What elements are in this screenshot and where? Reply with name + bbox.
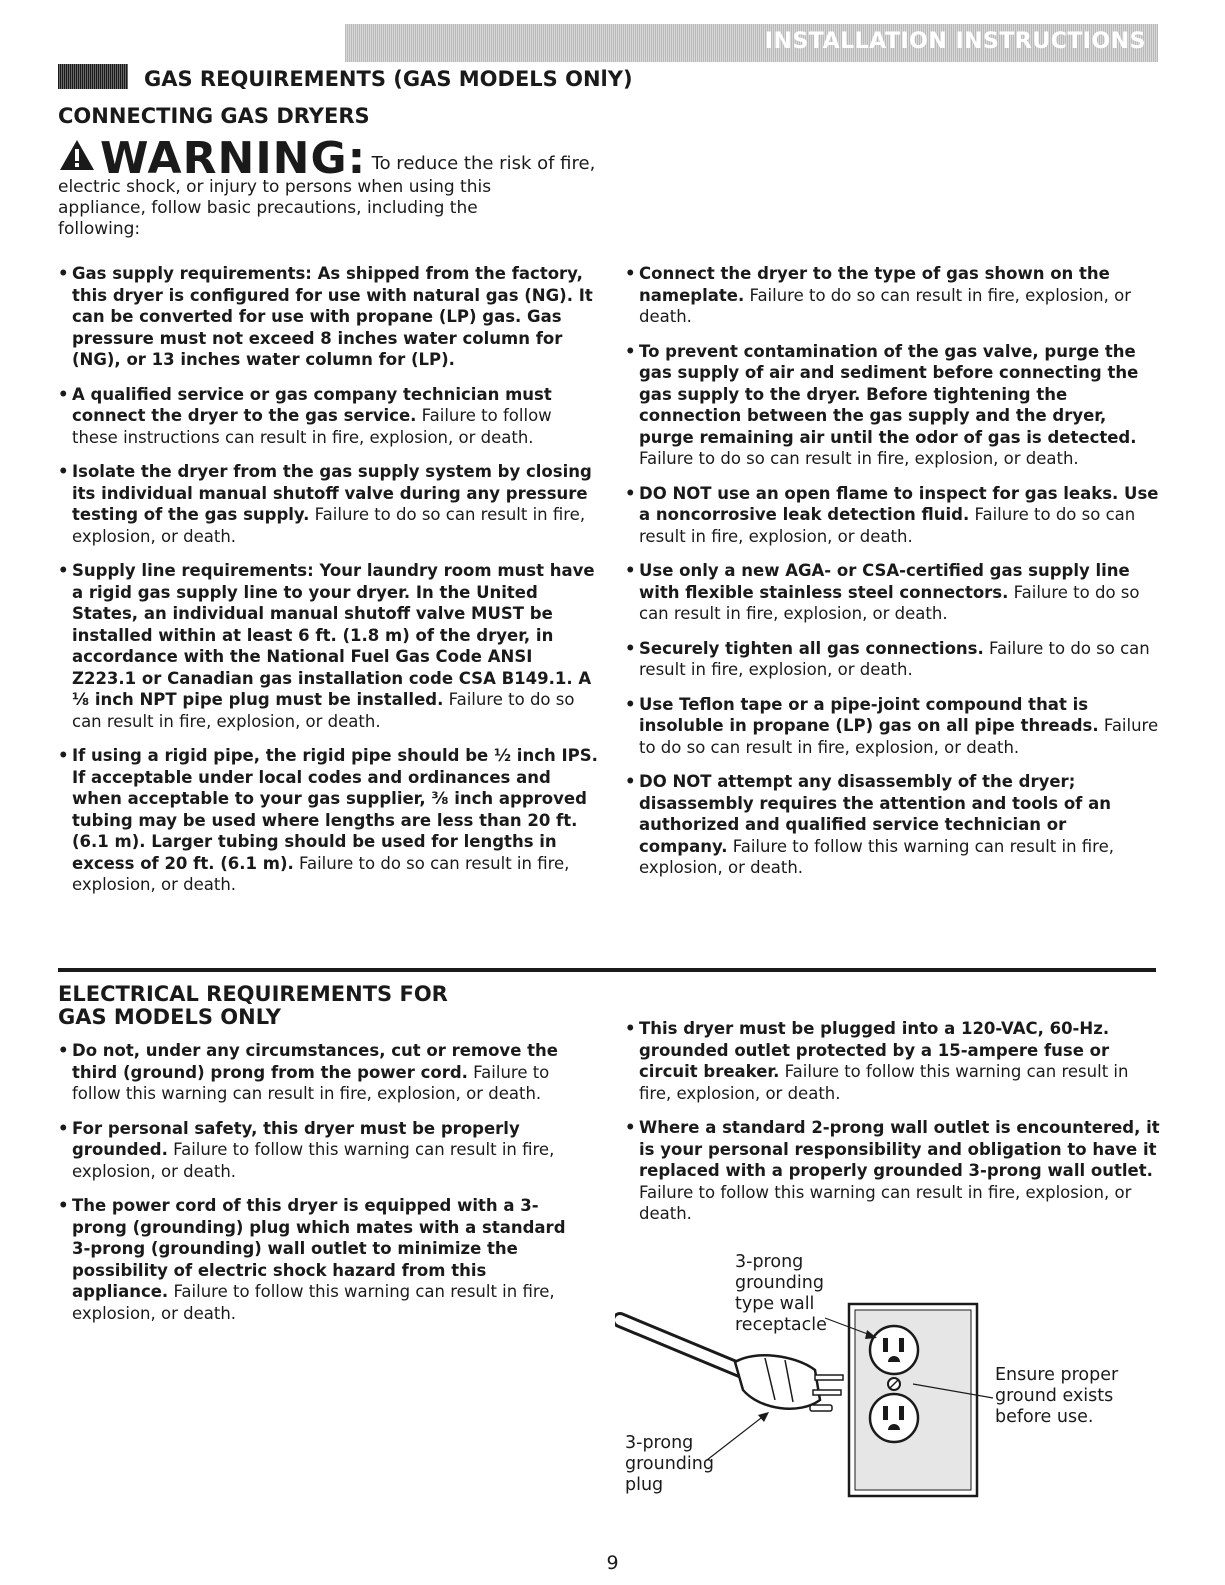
bullet-bold-text: The power cord of this dryer is equipped with a 3-prong (grounding) plug which mates with a standard 3-prong (grounding) wall outlet to minimize the possibility of electric shock hazard from this appliance. <box>72 1196 566 1301</box>
bullet-bold-text: Isolate the dryer from the gas supply system by closing its individual manual shutoff valve during any pressure testing of the gas supply. <box>72 462 592 524</box>
bullet-item <box>625 1018 1160 1104</box>
bullet-item <box>625 638 1160 681</box>
electrical-requirements-heading <box>58 983 448 1029</box>
bullet-item <box>625 560 1160 625</box>
bullet-normal-text: Failure to do so can result in fire, explosion, or death. <box>639 285 1131 326</box>
bullet-bold-text: This dryer must be plugged into a 120-VAC, 60-Hz. grounded outlet protected by a 15-ampere fuse or circuit breaker. <box>639 1019 1110 1081</box>
bullet-bold-text: To prevent contamination of the gas valve, purge the gas supply of air and sediment before connecting the gas supply to the dryer. Before tightening the connection between the gas supply and the dryer, purge remaining air until the odor of gas is detected. <box>639 341 1139 447</box>
bullet-normal-text: Failure to do so can result in fire, explosion, or death. <box>72 853 570 894</box>
page-number: 9 <box>606 1552 619 1574</box>
bullet-normal-text: Failure to do so can result in fire, explosion, or death. <box>639 449 1079 468</box>
bullet-normal-text: Failure to do so can result in fire, explosion, or death. <box>639 716 1159 757</box>
bullet-item <box>625 341 1160 470</box>
bullet-bold-text: A qualified service or gas company technician must connect the dryer to the gas service. <box>72 384 552 425</box>
bullet-bold-text: DO NOT use an open flame to inspect for gas leaks. Use a noncorrosive leak detection fluid. <box>639 483 1159 524</box>
bullet-bold-text: Gas supply requirements: As shipped from the factory, this dryer is configured for use with natural gas (NG). It can be converted for use with propane (LP) gas. Gas pressure must not exceed 8 inches water column for (NG), or 13 inches water column for (LP). <box>72 264 593 369</box>
warning-intro-lead: To reduce the risk of fire, <box>371 153 596 174</box>
bullet-normal-text: Failure to do so can result in fire, explosion, or death. <box>72 505 586 546</box>
bullet-item <box>58 1195 588 1324</box>
bullet-item <box>625 694 1160 759</box>
warning-block <box>58 133 598 240</box>
bullet-item <box>58 461 598 547</box>
bullet-bold-text: If using a rigid pipe, the rigid pipe should be ½ inch IPS. If acceptable under local codes and ordinances and when acceptable to your gas supplier, ⅜ inch approved tubing may be used where lengths are less than 20 ft. (6.1 m). Larger tubing should be used for lengths in excess of 20 ft. (6.1 m). <box>72 746 598 873</box>
bullet-bold-text: For personal safety, this dryer must be properly grounded. <box>72 1118 520 1159</box>
gas-right-bullets <box>625 263 1160 892</box>
receptacle-label: 3-prong grounding type wall receptacle <box>735 1252 827 1335</box>
bullet-item <box>58 1040 588 1105</box>
electrical-right-bullets <box>625 1018 1160 1238</box>
bullet-normal-text: Failure to do so can result in fire, explosion, or death. <box>639 505 1136 546</box>
bullet-item <box>58 263 598 371</box>
warning-word: WARNING: <box>100 133 367 184</box>
electrical-title-line1: ELECTRICAL REQUIREMENTS FOR <box>58 982 448 1006</box>
bullet-normal-text: Failure to do so can result in fire, explosion, or death. <box>639 582 1140 623</box>
bullet-item <box>625 263 1160 328</box>
gas-requirements-heading <box>58 64 633 91</box>
electrical-left-bullets <box>58 1040 588 1337</box>
bullet-bold-text: Use only a new AGA- or CSA-certified gas supply line with flexible stainless steel connectors. <box>639 561 1130 602</box>
bullet-bold-text: Do not, under any circumstances, cut or remove the third (ground) prong from the power cord. <box>72 1041 558 1082</box>
bullet-item <box>625 1117 1160 1225</box>
bullet-item <box>58 384 598 449</box>
plug-label: 3-prong grounding plug <box>625 1433 714 1495</box>
electrical-title-line2: GAS MODELS ONLY <box>58 1005 282 1029</box>
bullet-normal-text: Failure to follow this warning can result in fire, explosion, or death. <box>72 1062 550 1103</box>
bullet-normal-text: Failure to follow this warning can result in fire, explosion, or death. <box>72 1282 555 1323</box>
bullet-normal-text: Failure to do so can result in fire, explosion, or death. <box>639 638 1150 679</box>
bullet-normal-text: Failure to follow these instructions can result in fire, explosion, or death. <box>72 406 552 447</box>
gas-left-bullets <box>58 263 598 909</box>
bullet-bold-text: DO NOT attempt any disassembly of the dryer; disassembly requires the attention and tools of an authorized and qualified service technician or company. <box>639 772 1111 856</box>
bullet-normal-text: Failure to follow this warning can result in fire, explosion, or death. <box>639 1182 1132 1223</box>
heading-marker <box>58 64 128 89</box>
bullet-normal-text: Failure to follow this warning can result in fire, explosion, or death. <box>72 1140 555 1181</box>
bullet-normal-text: Failure to follow this warning can result in fire, explosion, or death. <box>639 1062 1129 1103</box>
bullet-item <box>58 1118 588 1183</box>
banner-title: INSTALLATION INSTRUCTIONS <box>764 29 1146 54</box>
ground-label: Ensure proper ground exists before use. <box>995 1365 1119 1427</box>
bullet-bold-text: Use Teflon tape or a pipe-joint compound that is insoluble in propane (LP) gas on all pipe threads. <box>639 694 1099 735</box>
bullet-item <box>625 771 1160 879</box>
section-banner <box>345 24 1158 62</box>
gas-requirements-title: GAS REQUIREMENTS (GAS MODELS ONlY) <box>144 67 633 91</box>
bullet-normal-text: Failure to follow this warning can result in fire, explosion, or death. <box>639 836 1114 877</box>
bullet-bold-text: Securely tighten all gas connections. <box>639 638 984 658</box>
warning-intro-text: electric shock, or injury to persons when using this appliance, follow basic precautions, including the following: <box>58 177 492 239</box>
bullet-bold-text: Supply line requirements: Your laundry room must have a rigid gas supply line to your dryer. In the United States, an individual manual shutoff valve MUST be installed within at least 6 ft. (1.8 m) of the dryer, in accordance with the National Fuel Gas Code ANSI Z223.1 or Canadian gas installation code CSA B149.1. A ⅛ inch NPT pipe plug must be installed. <box>72 561 595 709</box>
bullet-normal-text: Failure to do so can result in fire, explosion, or death. <box>72 690 575 731</box>
grounding-figure <box>615 1250 1160 1515</box>
bullet-bold-text: Connect the dryer to the type of gas shown on the nameplate. <box>639 264 1110 305</box>
connecting-gas-dryers-heading: CONNECTING GAS DRYERS <box>58 104 370 128</box>
bullet-bold-text: Where a standard 2-prong wall outlet is encountered, it is your personal responsibility and obligation to have it replaced with a properly grounded 3-prong wall outlet. <box>639 1118 1160 1180</box>
bullet-item <box>58 745 598 896</box>
bullet-item <box>58 560 598 732</box>
bullet-item <box>625 483 1160 548</box>
warning-triangle-icon <box>58 138 96 172</box>
section-divider <box>58 968 1156 972</box>
